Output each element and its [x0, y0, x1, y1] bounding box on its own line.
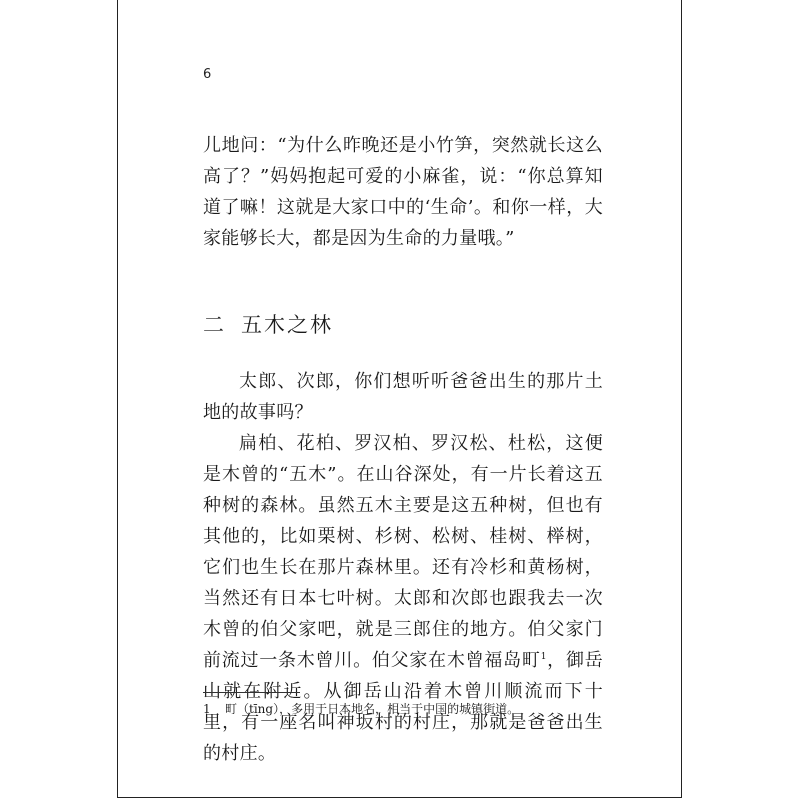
page-number: 6: [203, 67, 212, 82]
paragraph: 儿地问：“为什么昨晚还是小竹笋，突然就长这么高了？”妈妈抱起可爱的小麻雀，说：“你总算知道了嘛！这就是大家口中的‘生命’。和你一样，大家能够长大，都是因为生命的力量哦。”: [203, 135, 603, 249]
section-title: 五木之林: [241, 313, 333, 337]
footnote: [203, 701, 519, 717]
paragraph-text: ，御岳山就在附近。从御岳山沿着木曾川顺流而下十里，有一座名叫神坂村的村庄，那就是爸爸出生的村庄。: [203, 650, 603, 764]
footnote-marker: 1: [540, 652, 547, 662]
footnote-divider: [203, 692, 300, 693]
paragraph-text: 扁柏、花柏、罗汉柏、罗汉松、杜松，这便是木曾的“五木”。在山谷深处，有一片长着这五种树的森林。虽然五木主要是这五种树，但也有其他的，比如栗树、杉树、松树、桂树、榉树，它们也生长在那片森林里。还有冷杉和黄杨树，当然还有日本七叶树。太郎和次郎也跟我去一次木曾的伯父家吧，就是三郎住的地方。伯父家门前流过一条木曾川。伯父家在木曾福岛町: [203, 433, 603, 671]
footnote-number: 1: [203, 702, 211, 716]
footnote-text: 町（tīng），多用于日本地名，相当于中国的城镇街道。: [225, 702, 520, 716]
book-page: [117, 0, 682, 798]
section-number: 二: [203, 313, 226, 337]
continuation-text: [203, 130, 603, 254]
paragraph: [203, 428, 603, 769]
paragraph: 太郎、次郎，你们想听听爸爸出生的那片土地的故事吗？: [203, 371, 603, 423]
section-heading: [203, 309, 333, 339]
